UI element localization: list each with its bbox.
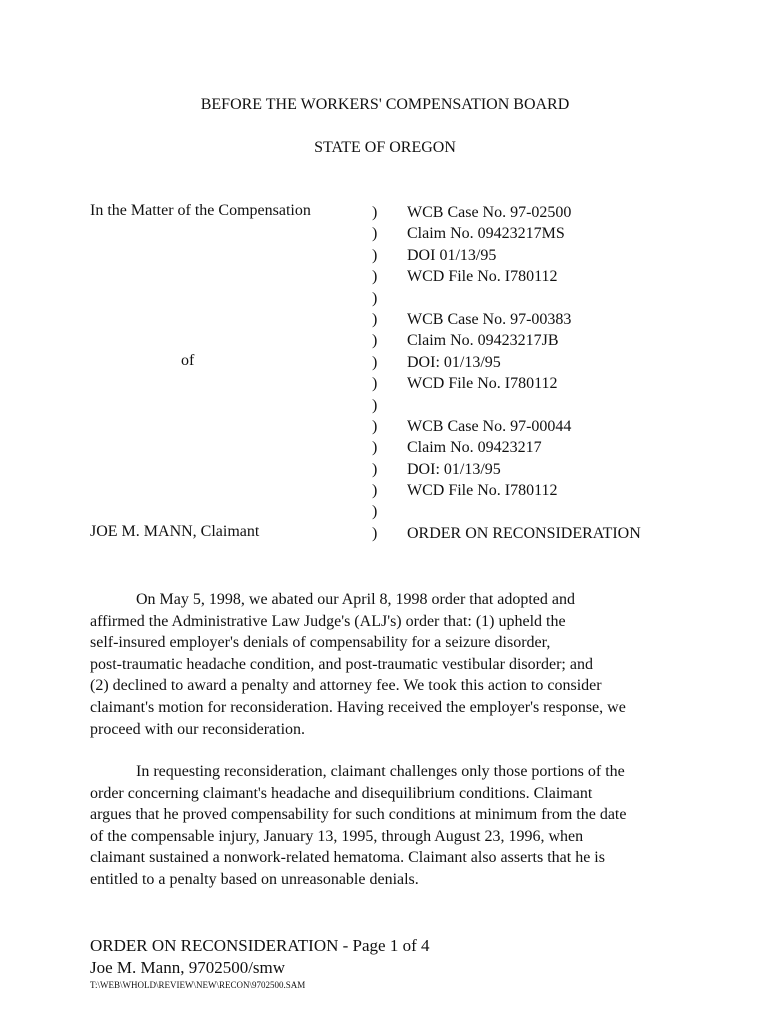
paren: ) — [372, 246, 378, 264]
footer-title-page: ORDER ON RECONSIDERATION - Page 1 of 4 — [90, 936, 430, 955]
paren: ) — [372, 204, 378, 221]
paren: ) — [372, 268, 378, 286]
paragraph-line: of the compensable injury, January 13, 1995, through August 23, 1996, when — [90, 827, 584, 845]
caption-of: of — [181, 352, 195, 369]
wcd-file-number: WCD File No. I780112 — [407, 375, 558, 393]
caption-claimant: JOE M. MANN, Claimant — [90, 523, 260, 540]
order-title: ORDER ON RECONSIDERATION — [407, 524, 641, 542]
claim-number: Claim No. 09423217JB — [407, 332, 559, 350]
wcb-case-number: WCB Case No. 97-00044 — [407, 417, 572, 435]
caption-right — [407, 202, 747, 544]
paren: ) — [372, 310, 378, 328]
caption-spacer — [407, 501, 747, 522]
paren: ) — [372, 460, 378, 478]
paragraph-line: (2) declined to award a penalty and attorney fee. We took this action to consider — [90, 677, 602, 695]
state-heading: STATE OF OREGON — [314, 139, 456, 156]
paren: ) — [372, 375, 378, 393]
date-of-injury: DOI: 01/13/95 — [407, 353, 501, 371]
date-of-injury: DOI 01/13/95 — [407, 246, 497, 264]
caption-matter: In the Matter of the Compensation — [90, 202, 311, 219]
paren: ) — [372, 482, 378, 500]
paren: ) — [372, 417, 378, 435]
claim-number: Claim No. 09423217MS — [407, 225, 565, 243]
wcd-file-number: WCD File No. I780112 — [407, 482, 558, 500]
caption-left — [90, 202, 370, 542]
footer-file-path: T:\WEB\WHOLD\REVIEW\NEW\RECON\9702500.SAM — [90, 980, 306, 990]
paragraph-line: entitled to a penalty based on unreasonable denials. — [90, 870, 419, 888]
paren: ) — [372, 503, 378, 521]
wcd-file-number: WCD File No. I780112 — [407, 268, 558, 286]
paragraph-1 — [90, 589, 690, 740]
date-of-injury: DOI: 01/13/95 — [407, 460, 501, 478]
paragraph-line: claimant's motion for reconsideration. Having received the employer's response, we — [90, 698, 626, 716]
paragraph-line: In requesting reconsideration, claimant challenges only those portions of the — [136, 763, 625, 780]
footer-name-ref: Joe M. Mann, 9702500/smw — [90, 958, 286, 977]
paren: ) — [372, 225, 378, 243]
wcb-case-number: WCB Case No. 97-00383 — [407, 310, 572, 328]
claim-number: Claim No. 09423217 — [407, 439, 542, 457]
paragraph-line: affirmed the Administrative Law Judge's (ALJ's) order that: (1) upheld the — [90, 612, 566, 630]
paragraph-line: proceed with our reconsideration. — [90, 720, 306, 738]
wcb-case-number: WCB Case No. 97-02500 — [407, 204, 572, 221]
caption-parentheses — [372, 202, 384, 544]
paragraph-line: On May 5, 1998, we abated our April 8, 1998 order that adopted and — [136, 591, 576, 608]
caption-spacer — [407, 288, 747, 309]
paren: ) — [372, 289, 378, 307]
paragraph-line: argues that he proved compensability for such conditions at minimum from the date — [90, 806, 627, 824]
paragraph-line: self-insured employer's denials of compensability for a seizure disorder, — [90, 634, 551, 652]
paren: ) — [372, 439, 378, 457]
caption-spacer — [407, 395, 747, 416]
paragraph-line: order concerning claimant's headache and disequilibrium conditions. Claimant — [90, 784, 593, 802]
paren: ) — [372, 332, 378, 350]
paragraph-2 — [90, 761, 690, 891]
paragraph-line: claimant sustained a nonwork-related hematoma. Claimant also asserts that he is — [90, 849, 605, 867]
paren: ) — [372, 524, 378, 542]
paren: ) — [372, 353, 378, 371]
board-heading: BEFORE THE WORKERS' COMPENSATION BOARD — [200, 96, 570, 113]
paren: ) — [372, 396, 378, 414]
paragraph-line: post-traumatic headache condition, and post-traumatic vestibular disorder; and — [90, 655, 593, 673]
